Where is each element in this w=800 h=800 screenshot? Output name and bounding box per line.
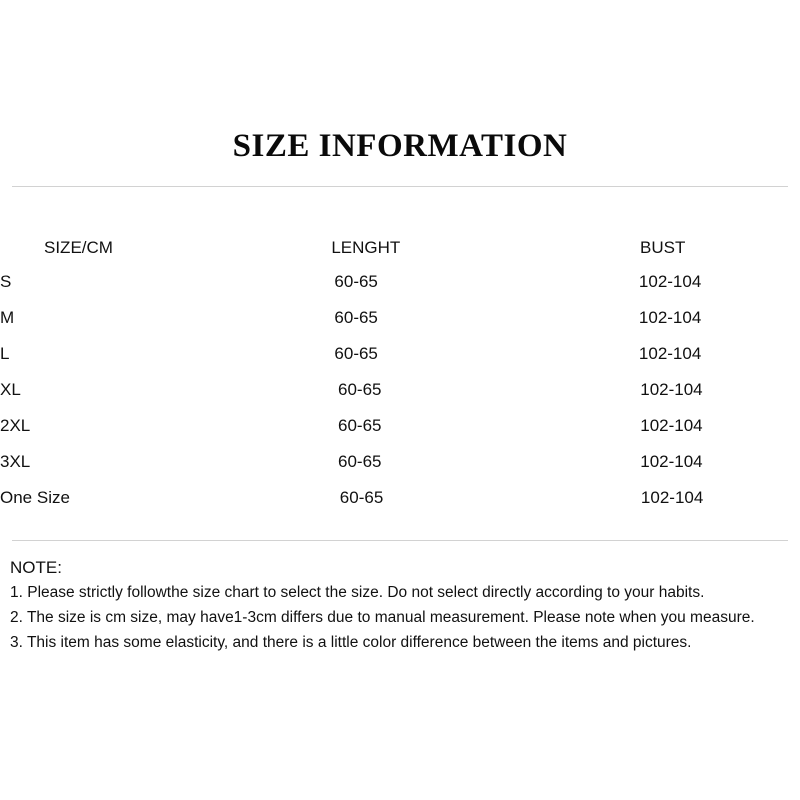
cell-length: 60-65 — [339, 488, 384, 507]
column-header-size: SIZE/CM — [44, 238, 113, 257]
column-header-length: LENGHT — [331, 238, 401, 257]
table-row — [0, 488, 800, 524]
notes-section — [10, 556, 790, 655]
cell-length: 60-65 — [338, 380, 382, 399]
cell-bust: 102-104 — [640, 416, 703, 435]
cell-length: 60-65 — [338, 452, 382, 471]
size-chart-table — [0, 238, 800, 524]
cell-length: 60-65 — [334, 344, 378, 363]
notes-label: NOTE: — [10, 558, 62, 577]
table-row — [0, 452, 800, 488]
cell-length: 60-65 — [334, 308, 378, 327]
cell-length: 60-65 — [338, 416, 382, 435]
cell-size: XL — [0, 380, 21, 399]
column-header-bust: BUST — [640, 238, 686, 257]
table-header-row — [0, 238, 800, 272]
cell-size: One Size — [0, 488, 70, 507]
note-line-2: 2. The size is cm size, may have1-3cm differs due to manual measurement. Please note when you measure. — [10, 609, 755, 626]
cell-bust: 102-104 — [640, 380, 703, 399]
note-line-1: 1. Please strictly followthe size chart to select the size. Do not select directly according to your habits. — [10, 584, 705, 601]
table-row — [0, 380, 800, 416]
table-row — [0, 272, 800, 308]
cell-bust: 102-104 — [640, 488, 704, 507]
cell-bust: 102-104 — [638, 272, 702, 291]
cell-size: 2XL — [0, 416, 31, 435]
note-line-3: 3. This item has some elasticity, and there is a little color difference between the items and pictures. — [10, 634, 692, 651]
cell-length: 60-65 — [334, 272, 378, 291]
table-row — [0, 308, 800, 344]
cell-bust: 102-104 — [638, 308, 702, 327]
table-divider — [12, 540, 788, 541]
cell-bust: 102-104 — [638, 344, 702, 363]
table-row — [0, 344, 800, 380]
cell-bust: 102-104 — [640, 452, 703, 471]
title-divider — [12, 186, 788, 187]
cell-size: L — [0, 344, 10, 363]
page-title: SIZE INFORMATION — [232, 128, 568, 164]
cell-size: S — [0, 272, 12, 291]
table-row — [0, 416, 800, 452]
cell-size: 3XL — [0, 452, 31, 471]
cell-size: M — [0, 308, 15, 327]
